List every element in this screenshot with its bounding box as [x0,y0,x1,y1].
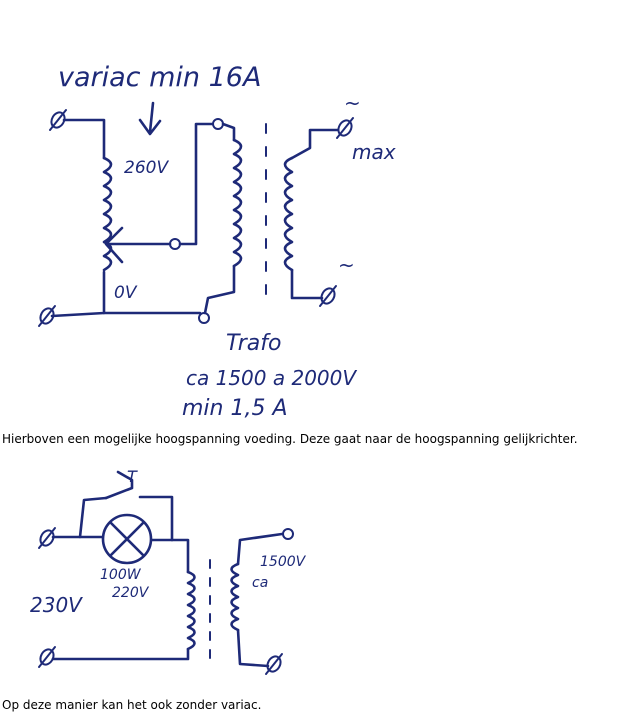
wire-secondary-top [292,130,338,158]
wire-bypass-left [80,498,106,537]
trafo-range-label: ca 1500 a 2000V [186,366,357,390]
ac-symbol-top: ~ [344,91,361,115]
wire-input-top [64,120,104,158]
hv-terminal-bottom [265,654,283,674]
secondary2-voltage-label: 1500V [260,554,306,570]
lamp-power-label: 100W [100,567,141,583]
hv-terminal-top [283,529,293,539]
caption-diagram-1: Hierboven een mogelijke hoogspanning voeding. Deze gaat naar de hoogspanning gelijkrichter. [2,432,578,446]
variac-title-label: variac min 16A [58,62,262,93]
switch-label: T [127,467,137,486]
lamp-cross [111,523,143,555]
wire-secondary-bottom [292,270,322,298]
trafo2-primary-coil [188,572,195,649]
down-arrow-icon [140,103,160,134]
wire-lamp-to-primary [172,540,188,572]
wire-wiper-to-primary [180,124,212,244]
trafo-primary-coil [234,140,241,266]
wire-bypass-right [140,497,172,540]
variac-bottom-voltage: 0V [114,283,137,303]
variac-wiper-arrow-icon [106,228,170,262]
diagram-2-without-variac [30,467,307,674]
trafo-label: Trafo [226,331,282,356]
wiper-terminal [170,239,180,249]
variac-top-voltage: 260V [124,158,169,178]
diagram-1-highvoltage-supply [38,62,396,421]
output-terminal-top [336,118,354,138]
wire-input-bottom [52,272,104,316]
lamp-voltage-label: 220V [112,585,149,601]
primary-terminal-bottom [199,313,209,323]
trafo2-secondary-coil [232,564,239,630]
secondary-max-label: max [352,140,396,164]
wire-primary-bottom [205,266,234,313]
trafo-secondary-coil [285,158,292,270]
secondary2-ca-label: ca [252,575,269,591]
ac-symbol-bottom: ~ [338,253,355,277]
caption-diagram-2: Op deze manier kan het ook zonder variac. [2,698,262,712]
primary-terminal-top [213,119,223,129]
mains-voltage-label: 230V [30,593,82,617]
wire-primary-top [223,124,234,140]
wire-secondary2-bottom [238,630,268,666]
wire-primary-to-mains [53,649,188,659]
trafo-current-label: min 1,5 A [182,396,288,421]
mains-terminal-bottom [38,647,56,667]
variac-coil [104,158,111,270]
output-terminal-bottom [319,286,337,306]
